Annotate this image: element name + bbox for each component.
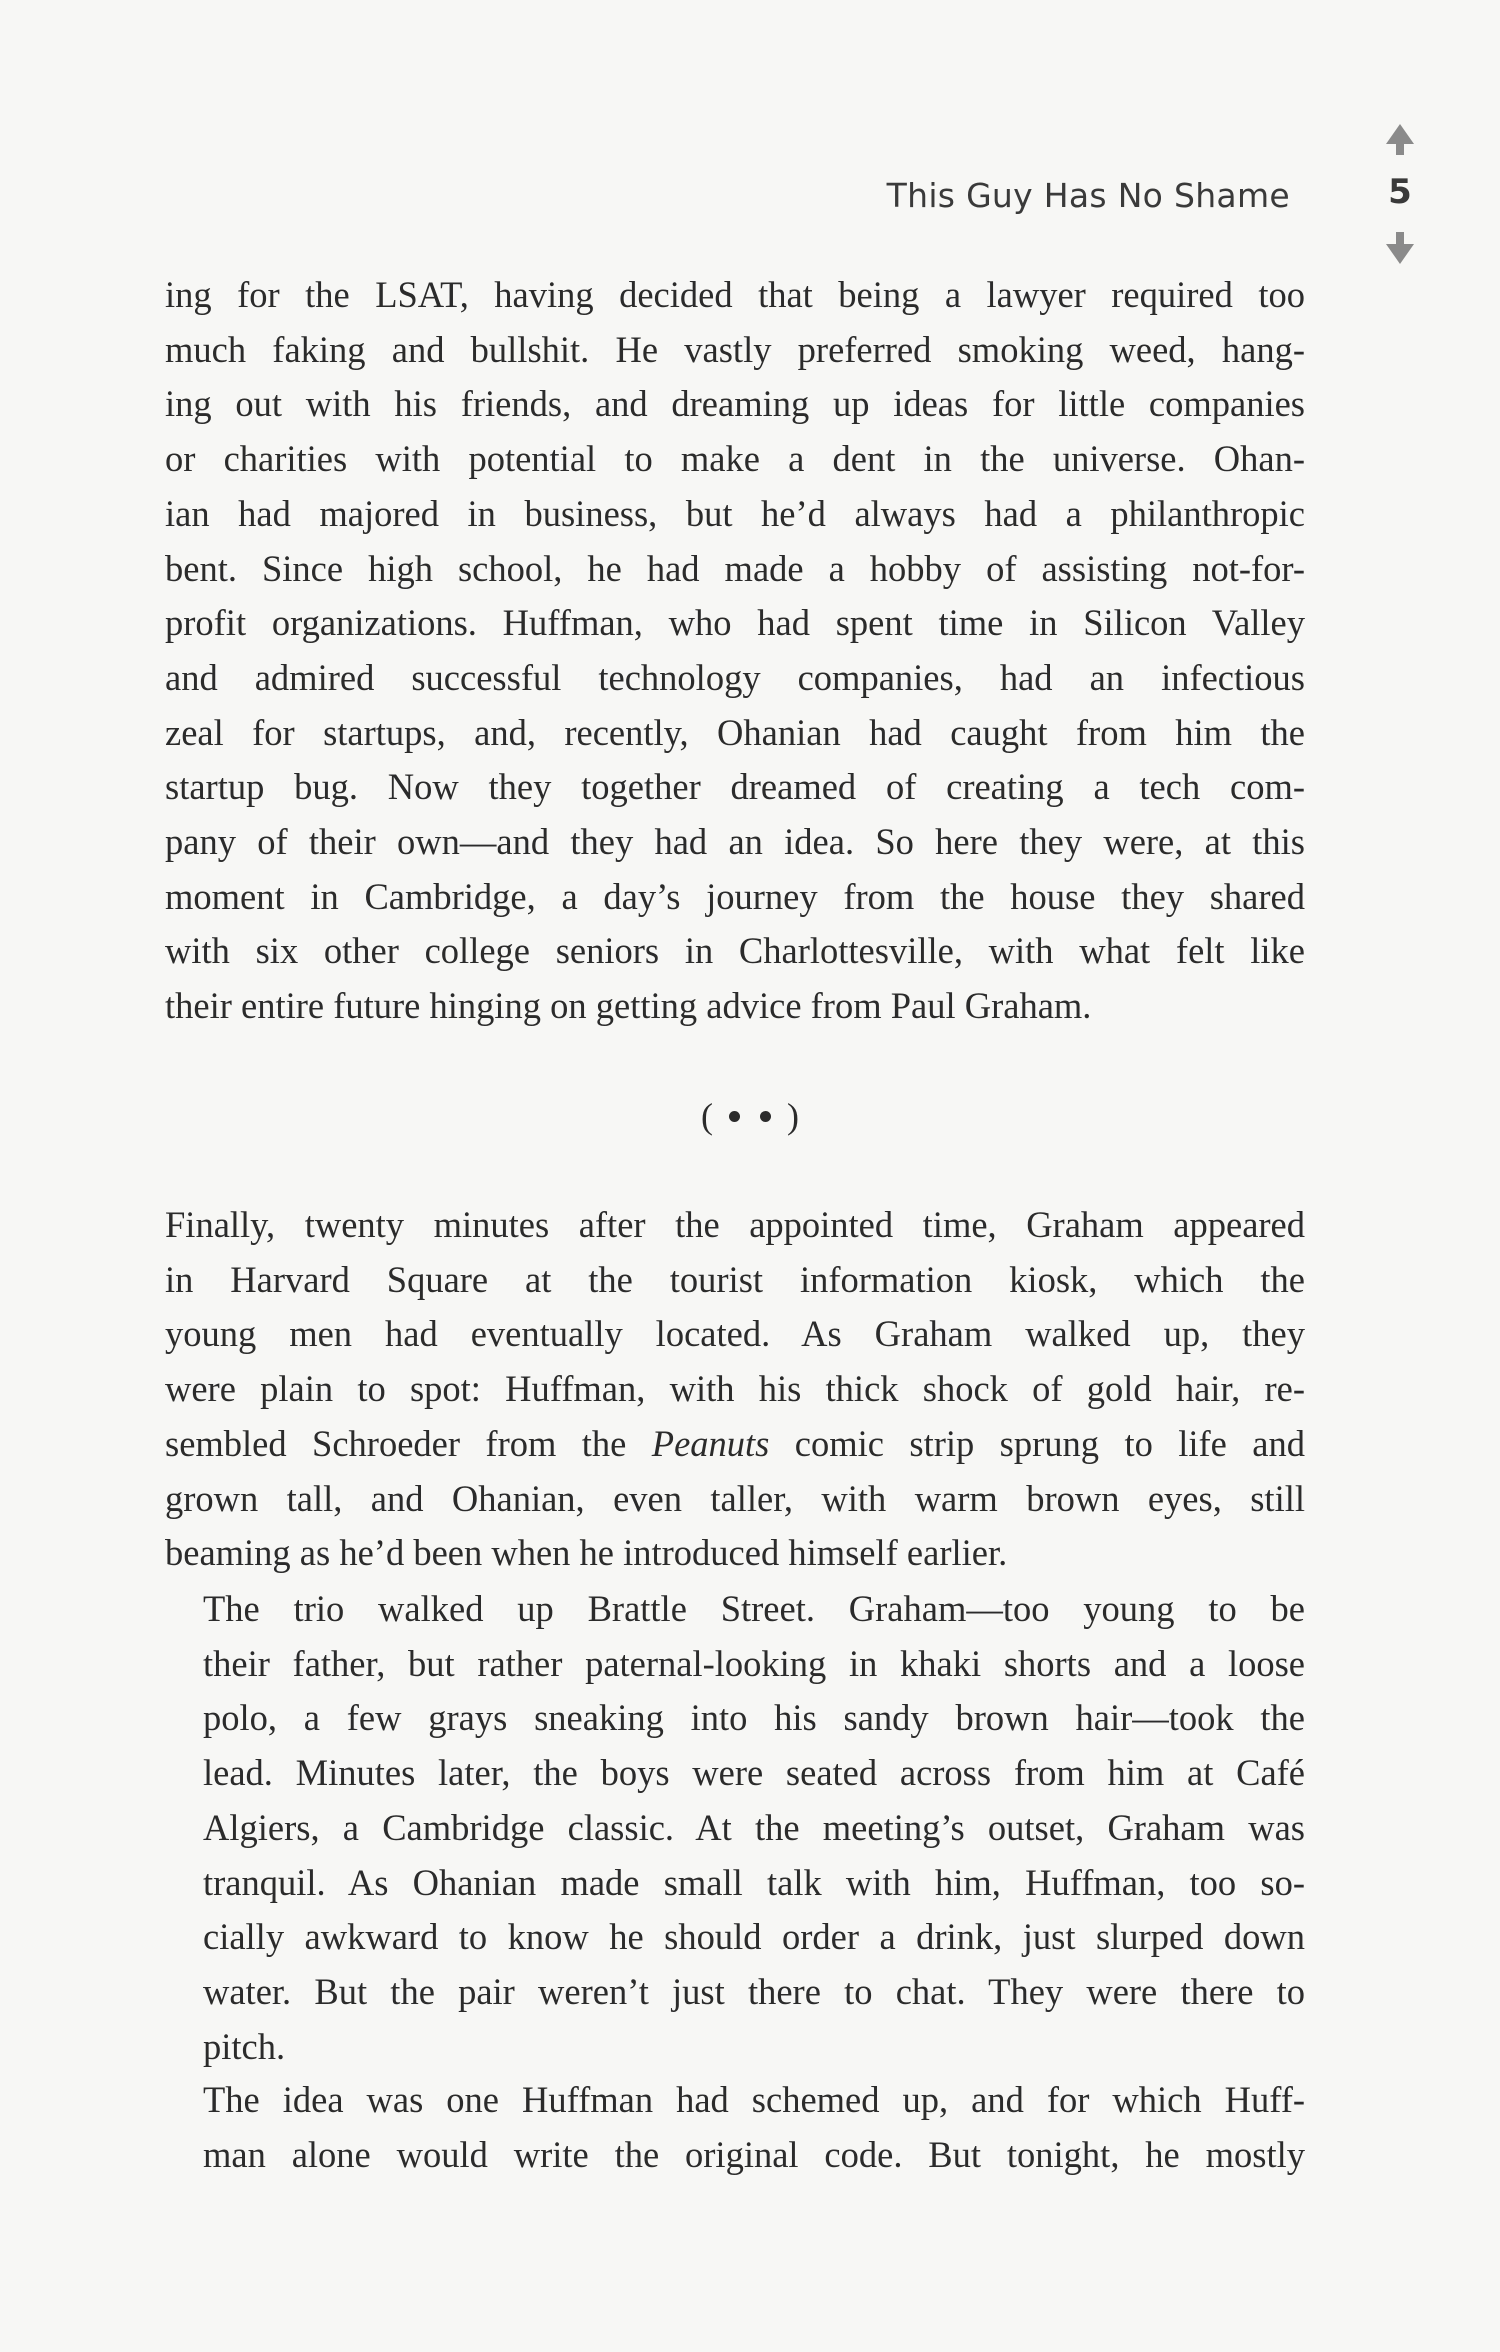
text-line: Algiers, a Cambridge classic. At the meeting’s outset, Graham was [203, 1806, 1305, 1848]
text-line: their entire future hinging on getting advice from Paul Graham. [165, 985, 1092, 1027]
text-line: cially awkward to know he should order a drink, just slurped down [203, 1916, 1305, 1958]
text-line: startup bug. Now they together dreamed of creating a tech com- [165, 766, 1305, 808]
text-line: profit organizations. Huffman, who had spent time in Silicon Valley [165, 602, 1305, 644]
page-number: 5 [1388, 172, 1412, 212]
text-line: much faking and bullshit. He vastly preferred smoking weed, hang- [165, 328, 1305, 370]
text-line: The idea was one Huffman had schemed up, and for which Huff- [203, 2079, 1305, 2120]
text-line: tranquil. As Ohanian made small talk with him, Huffman, too so- [203, 1861, 1305, 1903]
text-run: comic strip sprung to life and [769, 1422, 1305, 1464]
text-line: young men had eventually located. As Graham walked up, they [165, 1313, 1305, 1355]
arrow-up-icon-stem [1396, 143, 1404, 155]
text-line: were plain to spot: Huffman, with his thick shock of gold hair, re- [165, 1368, 1305, 1410]
separator-dot [729, 1111, 740, 1122]
text-line: in Harvard Square at the tourist information kiosk, which the [165, 1258, 1305, 1300]
text-line: their father, but rather paternal-looking in khaki shorts and a loose [203, 1642, 1305, 1684]
paragraph-3 [165, 1582, 1305, 2074]
text-line: ing out with his friends, and dreaming up ideas for little companies [165, 383, 1305, 425]
text-line: moment in Cambridge, a day’s journey from the house they shared [165, 875, 1305, 917]
text-line: pany of their own—and they had an idea. So here they were, at this [165, 821, 1305, 863]
section-separator [0, 1095, 1500, 1137]
text-line: beaming as he’d been when he introduced himself earlier. [165, 1532, 1008, 1574]
text-line: or charities with potential to make a dent in the universe. Ohan- [165, 438, 1305, 480]
arrow-down-icon [1386, 244, 1414, 264]
text-line: ian had majored in business, but he’d always had a philanthropic [165, 492, 1305, 534]
separator-left-paren: ( [701, 1096, 713, 1136]
arrow-up-icon [1386, 124, 1414, 144]
text-line: Finally, twenty minutes after the appointed time, Graham appeared [165, 1204, 1305, 1245]
text-line: with six other college seniors in Charlottesville, with what felt like [165, 930, 1305, 972]
text-line: lead. Minutes later, the boys were seated across from him at Café [203, 1752, 1305, 1794]
paragraph-1 [165, 268, 1305, 1034]
text-line: water. But the pair weren’t just there to chat. They were there to [203, 1970, 1305, 2012]
text-line: grown tall, and Ohanian, even taller, with warm brown eyes, still [165, 1477, 1305, 1519]
text-line: pitch. [203, 2025, 286, 2067]
separator-dot [760, 1111, 771, 1122]
italic-title: Peanuts [651, 1422, 770, 1464]
paragraph-4 [165, 2073, 1305, 2182]
paragraph-2 [165, 1198, 1305, 1581]
text-line: man alone would write the original code. But tonight, he mostly [203, 2133, 1305, 2175]
text-line: zeal for startups, and, recently, Ohanian had caught from him the [165, 711, 1305, 753]
text-line: and admired successful technology companies, had an infectious [165, 656, 1305, 698]
text-line: bent. Since high school, he had made a hobby of assisting not-for- [165, 547, 1305, 589]
text-run: sembled Schroeder from the [165, 1422, 652, 1464]
text-line: The trio walked up Brattle Street. Graham—too young to be [203, 1588, 1305, 1629]
separator-right-paren: ) [787, 1096, 799, 1136]
running-head: This Guy Has No Shame [886, 176, 1290, 215]
text-line: ing for the LSAT, having decided that being a lawyer required too [165, 274, 1305, 315]
text-line [165, 1417, 1305, 1472]
text-line: polo, a few grays sneaking into his sandy brown hair—took the [203, 1697, 1305, 1739]
